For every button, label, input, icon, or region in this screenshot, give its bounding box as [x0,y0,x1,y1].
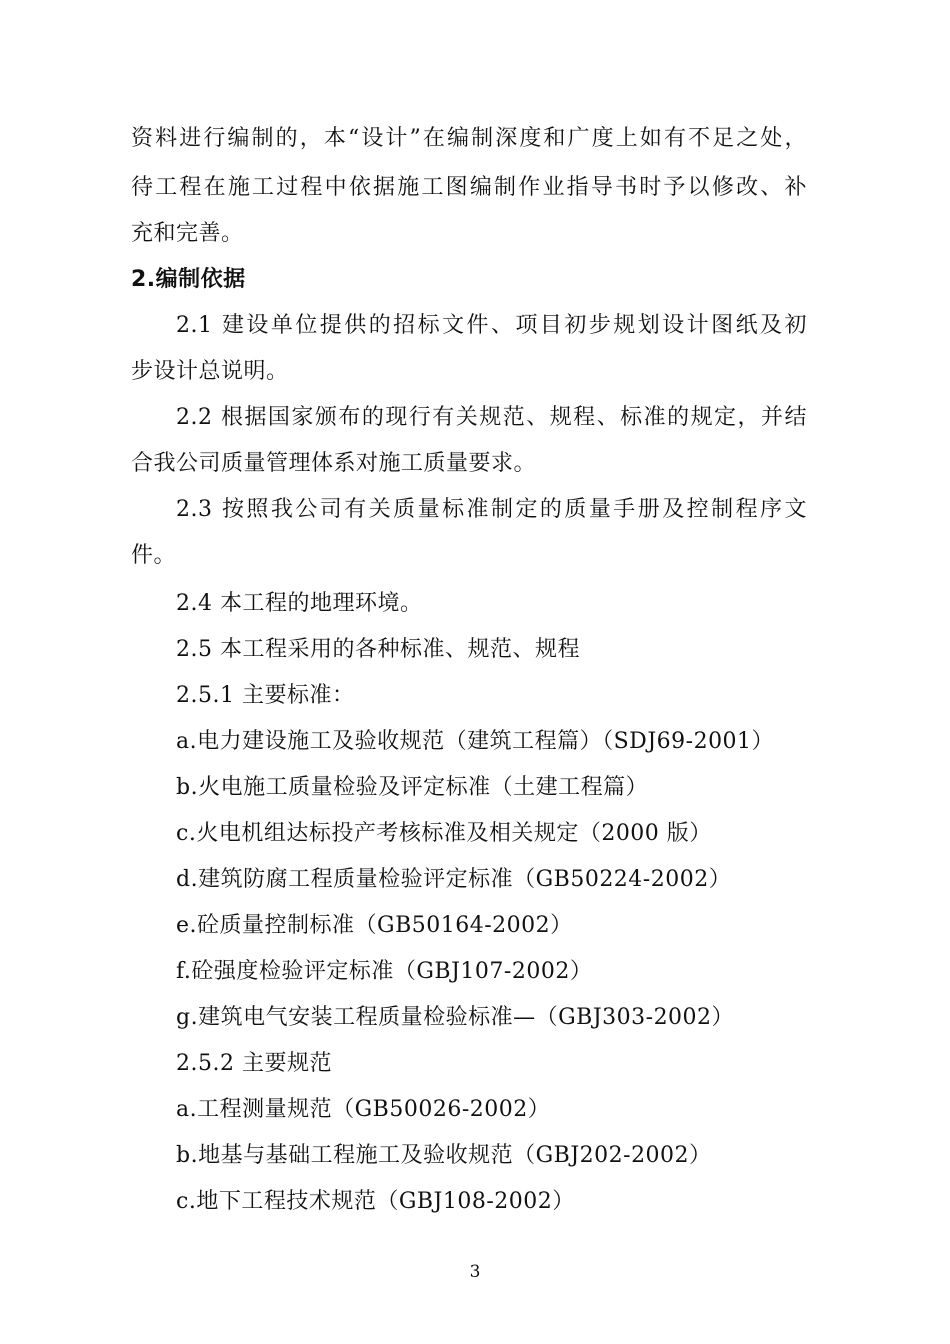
intro-line-1: 资料进行编制的，本“设计”在编制深度和广度上如有不足之处， [131,126,807,151]
page-number: 3 [469,1262,481,1282]
spec-entry-a: a.工程测量规范（GB50026-2002） [176,1097,551,1122]
item-2-5-1-title: 2.5.1 主要标准： [176,683,355,708]
spec-entry-b: b.地基与基础工程施工及验收规范（GBJ202-2002） [176,1143,712,1168]
spec-entry-c: c.地下工程技术规范（GBJ108-2002） [176,1189,575,1214]
item-2-2-line-1: 2.2 根据国家颁布的现行有关规范、规程、标准的规定，并结 [176,405,807,430]
standard-entry-g: g.建筑电气安装工程质量检验标准—（GBJ303-2002） [176,1005,735,1030]
standard-entry-f: f.砼强度检验评定标准（GBJ107-2002） [176,959,593,984]
section-heading: 2.编制依据 [131,267,246,292]
intro-line-3: 充和完善。 [131,221,244,246]
item-2-1-line-1: 2.1 建设单位提供的招标文件、项目初步规划设计图纸及初 [176,313,807,338]
standard-entry-e: e.砼质量控制标准（GB50164-2002） [176,913,573,938]
intro-line-2: 待工程在施工过程中依据施工图编制作业指导书时予以修改、补 [131,175,807,200]
item-2-3-line-2: 件。 [131,543,177,568]
item-2-5-2-title: 2.5.2 主要规范 [176,1051,332,1076]
item-2-2-line-2: 合我公司质量管理体系对施工质量要求。 [131,451,537,476]
item-2-4: 2.4 本工程的地理环境。 [176,591,423,616]
item-2-3-line-1: 2.3 按照我公司有关质量标准制定的质量手册及控制程序文 [176,497,807,522]
item-2-5: 2.5 本工程采用的各种标准、规范、规程 [176,637,580,662]
standard-entry-c: c.火电机组达标投产考核标准及相关规定（2000 版） [176,821,712,846]
item-2-1-line-2: 步设计总说明。 [131,359,289,384]
standard-entry-b: b.火电施工质量检验及评定标准（土建工程篇） [176,775,649,800]
standard-entry-d: d.建筑防腐工程质量检验评定标准（GB50224-2002） [176,867,732,892]
standard-entry-a: a.电力建设施工及验收规范（建筑工程篇）（SDJ69-2001） [176,729,775,754]
